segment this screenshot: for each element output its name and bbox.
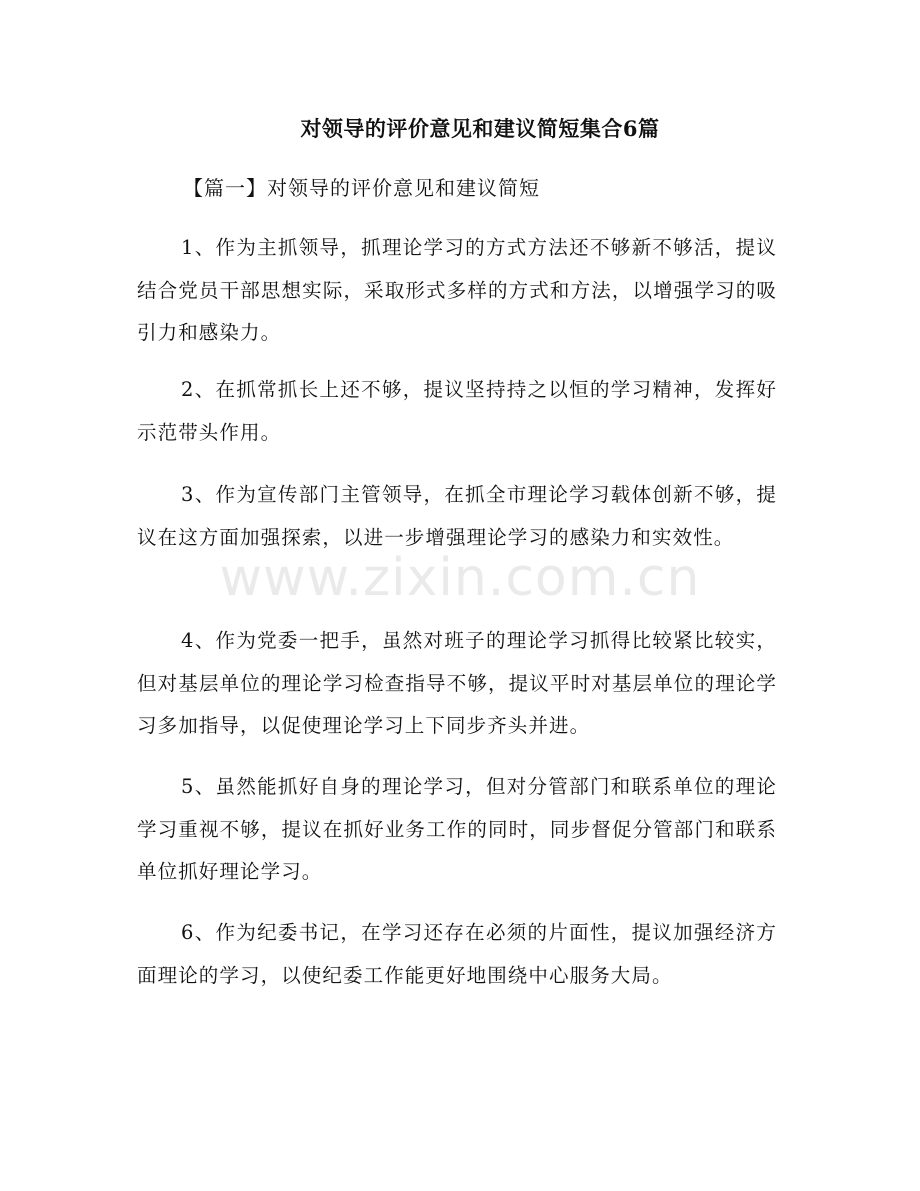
paragraph-2: 2、在抓常抓长上还不够，提议坚持持之以恒的学习精神，发挥好示范带头作用。 xyxy=(137,378,777,444)
paragraph-6: 6、作为纪委书记，在学习还存在必须的片面性，提议加强经济方面理论的学习，以使纪委工作能更好地围绕中心服务大局。 xyxy=(137,921,777,987)
watermark-text: www.zixin.com.cn xyxy=(219,548,701,608)
paragraph-4: 4、作为党委一把手，虽然对班子的理论学习抓得比较紧比较实，但对基层单位的理论学习检查指导不够，提议平时对基层单位的理论学习多加指导，以促使理论学习上下同步齐头并进。 xyxy=(137,629,777,737)
paragraph-5: 5、虽然能抓好自身的理论学习，但对分管部门和联系单位的理论学习重视不够，提议在抓好业务工作的同时，同步督促分管部门和联系单位抓好理论学习。 xyxy=(137,775,777,883)
paragraph-1: 1、作为主抓领导，抓理论学习的方式方法还不够新不够活，提议结合党员干部思想实际，采取形式多样的方式和方法，以增强学习的吸引力和感染力。 xyxy=(137,236,777,344)
section-heading: 【篇一】对领导的评价意见和建议简短 xyxy=(183,176,540,200)
paragraph-3: 3、作为宣传部门主管领导，在抓全市理论学习载体创新不够，提议在这方面加强探索，以进一步增强理论学习的感染力和实效性。 xyxy=(137,483,777,549)
document-title: 对领导的评价意见和建议简短集合6篇 xyxy=(300,116,660,141)
